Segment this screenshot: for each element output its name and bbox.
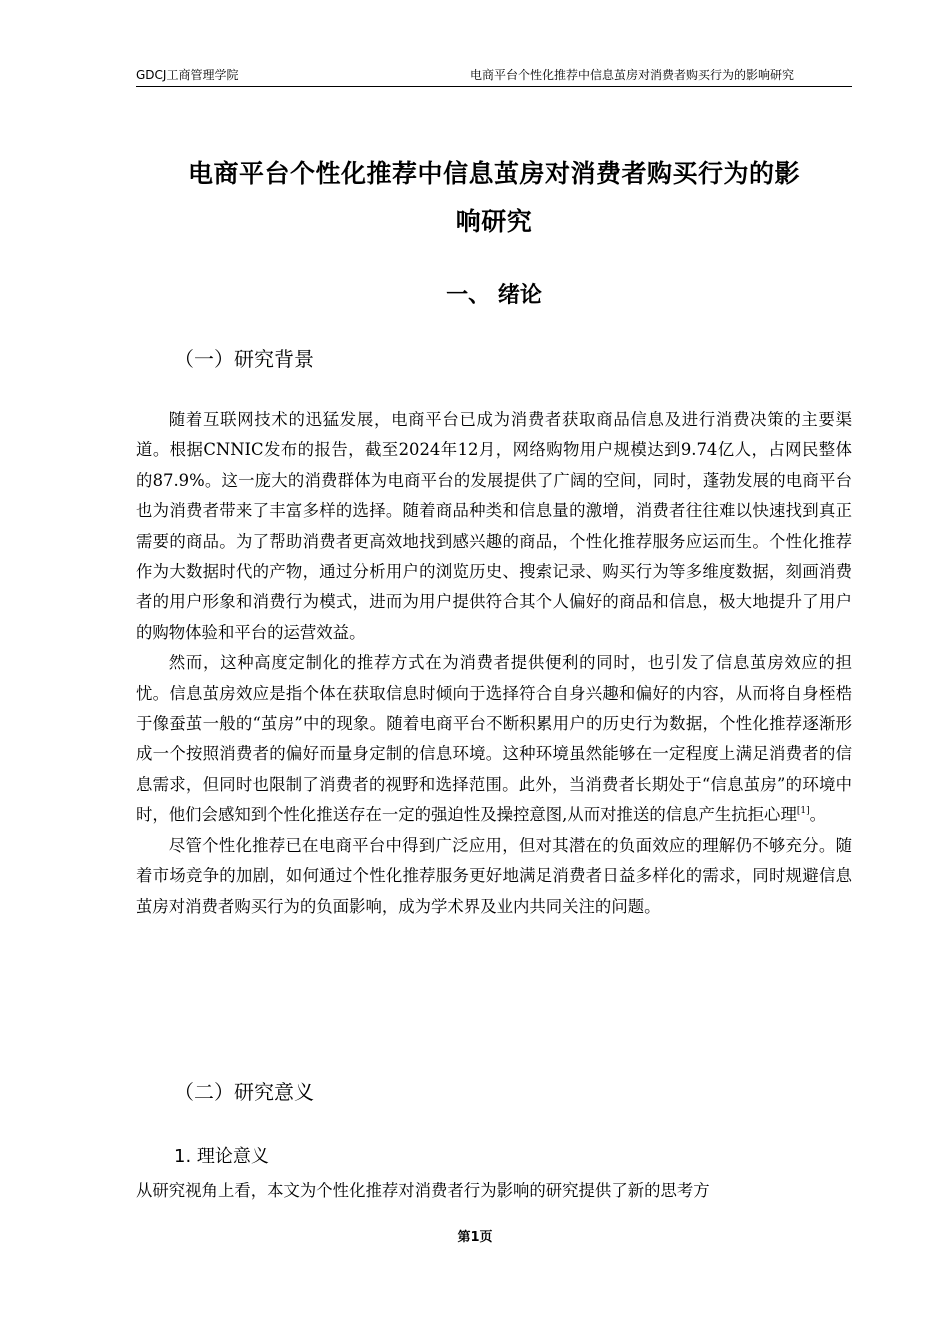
section-heading-introduction: 一、 绪论 (446, 283, 542, 308)
paragraph-2 (136, 648, 852, 830)
paper-title (136, 150, 852, 246)
subsection-heading-significance: （二）研究意义 (174, 1080, 314, 1104)
paragraph-4: 从研究视角上看，本文为个性化推荐对消费者行为影响的研究提供了新的思考方 (136, 1181, 710, 1200)
subsection-heading-background: （一）研究背景 (174, 347, 314, 371)
paragraph-2-text: 然而，这种高度定制化的推荐方式在为消费者提供便利的同时，也引发了信息茧房效应的担忧。信息茧房效应是指个体在获取信息时倾向于选择符合自身兴趣和偏好的内容，从而将自身桎梏于像蚕茧一般的“茧房”中的现象。随着电商平台不断积累用户的历史行为数据，个性化推荐逐渐形成一个按照消费者的偏好而量身定制的信息环境。这种环境虽然能够在一定程度上满足消费者的信息需求，但同时也限制了消费者的视野和选择范围。此外，当消费者长期处于“信息茧房”的环境中时，他们会感知到个性化推送存在一定的强迫性及操控意图,从而对推送的信息产生抗拒心理 (136, 653, 852, 825)
header-running-title: 电商平台个性化推荐中信息茧房对消费者购买行为的影响研究 (469, 68, 794, 82)
subsubsection-heading-theory: 1. 理论意义 (174, 1146, 269, 1167)
page-number: 第1页 (457, 1230, 493, 1245)
paragraph-2-end: 。 (809, 805, 826, 825)
page-header (136, 66, 852, 87)
body-text-block (136, 405, 852, 922)
header-institution: GDCJ工商管理学院 (136, 68, 239, 82)
paragraph-3: 尽管个性化推荐已在电商平台中得到广泛应用，但对其潜在的负面效应的理解仍不够充分。随着市场竞争的加剧，如何通过个性化推荐服务更好地满足消费者日益多样化的需求，同时规避信息茧房对消费者购买行为的负面影响，成为学术界及业内共同关注的问题。 (136, 835, 852, 916)
paper-title-line-1: 电商平台个性化推荐中信息茧房对消费者购买行为的影 (187, 159, 800, 188)
paragraph-1: 随着互联网技术的迅猛发展，电商平台已成为消费者获取商品信息及进行消费决策的主要渠道。根据CNNIC发布的报告，截至2024年12月，网络购物用户规模达到9.74亿人，占网民整体的87.9%。这一庞大的消费群体为电商平台的发展提供了广阔的空间，同时，蓬勃发展的电商平台也为消费者带来了丰富多样的选择。随着商品种类和信息量的激增，消费者往往难以快速找到真正需要的商品。为了帮助消费者更高效地找到感兴趣的商品，个性化推荐服务应运而生。个性化推荐作为大数据时代的产物，通过分析用户的浏览历史、搜索记录、购买行为等多维度数据，刻画消费者的用户形象和消费行为模式，进而为用户提供符合其个人偏好的商品和信息，极大地提升了用户的购物体验和平台的运营效益。 (136, 410, 852, 642)
paper-title-line-2: 响研究 (455, 207, 533, 236)
citation-reference: [1] (796, 806, 810, 817)
